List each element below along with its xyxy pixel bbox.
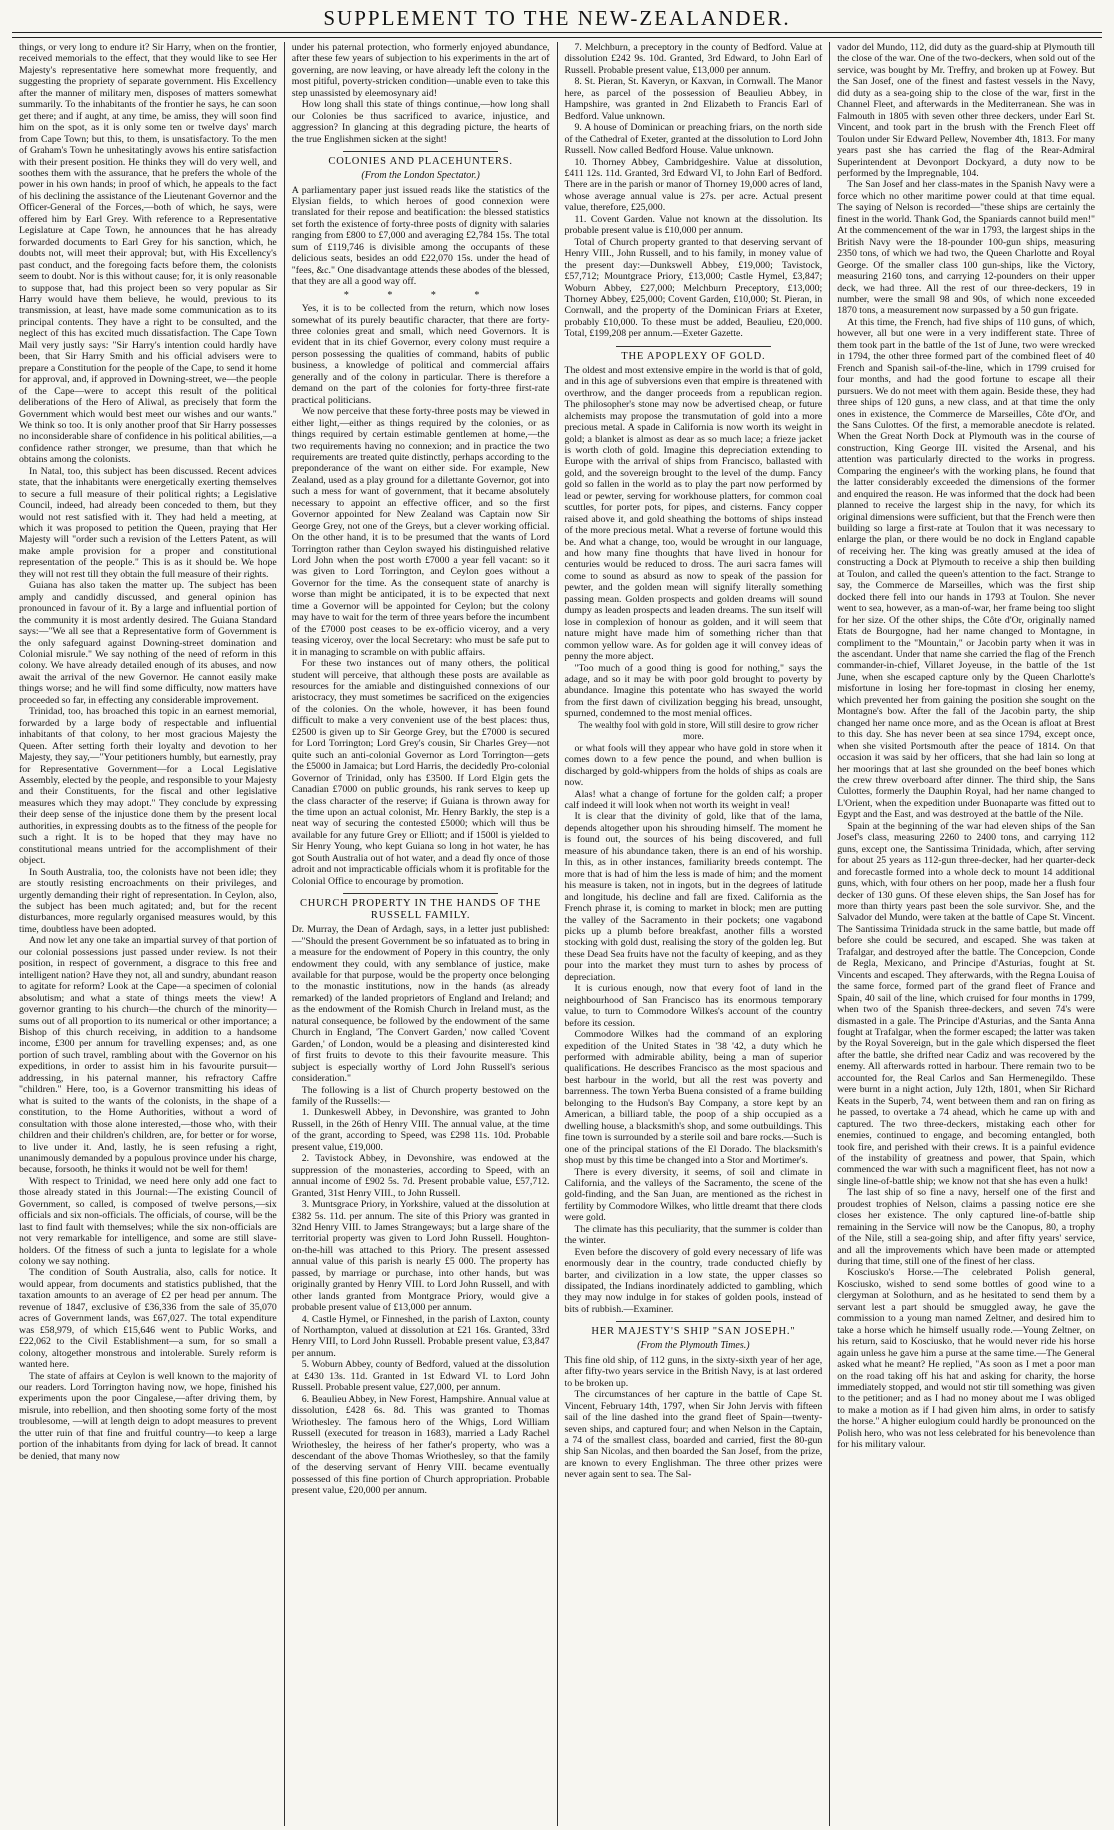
article-headline: HER MAJESTY'S SHIP "SAN JOSEPH." (591, 1326, 796, 1338)
article-paragraph: At this time, the French, had five ships of 110 guns, of which, however, all but one were in a very indifferent state. Three of them took part in the battle of the 1st of June, two were wrecked in 1794, the other three formed part of the combined fleet of 40 French and Spanish sail-of-the-line, which in 1799 cruised for four months, and had the good fortune to escape all their pursuers. We do not meet with them again. Beside these, they had three ships of 120 guns, a new class, and at that time the only ones in existence, the Commerce de Marseilles, Côte d'Or, and the Sans Culottes. Of the first, a memorable anecdote is related. When the Great North Dock at Plymouth was in the course of construction, King George III. visited the Arsenal, and his attention was particularly directed to the works in progress. Comparing the engineer's with the working plans, he found that the latter considerably exceeded the dimensions of the former and enquired the reason. He was informed that the dock had been planned to receive the largest ship in the navy, for which its original dimensions were sufficient, but that the French were then building so large a first-rate at Toulon that it was necessary to enlarge the plan, or there would be no dock in England capable of receiving her. The king was greatly amused at the idea of constructing a Dock at Plymouth to receive a ship then building at Toulon, and called the queen's attention to the fact. Strange to say, the Commerce de Marseilles, which was the first ship docked there fell into our hands in 1793 at Toulon. She never went to sea, however, as a man-of-war, her frame being too slight for her size. Of the other ships, the Côte d'Or, originally named Etats de Bourgogne, had her name changed to Montagne, in compliment to the "Mountain," or Jacobin party when it was in the ascendant. Under that name she carried the flag of the French commander-in-chief, Villaret Joyeuse, in the battle of the 1st June, when she escaped capture only by the Queen Charlotte's misfortune in losing her fore-topmast in closing her enemy, which prevented her from gaining the position she sought on the Montagne's bow. After the fall of the Jacobin party, the ship changed her name once more, and as the Ocean is afloat at Brest to this day. She has never been at sea since 1794, except once, when she visited Portsmouth after the peace of 1814. On that occasion it was said by her officers, that she had lain so long at her moorings that at last she grounded on the beef bones which the crew threw overboard after dinner. The third ship, the Sans Culottes, formerly the Dauphin Royal, had her name changed to L'Orient, when the expedition under Buonaparte was fitted out to Egypt and the East, and was destroyed at the battle of the Nile. (837, 316, 1095, 821)
article-paragraph: The condition of South Australia, also, calls for notice. It would appear, from documents and statistics published, that the taxation amounts to an average of £2 per head per annum. The revenue of 1847, exclusive of £36,336 from the sale of 35,070 acres of Government lands, was £67,027. The total expenditure was £58,979, of which £15,646 went to Public Works, and £22,062 to the Civil Establishment—a sum, for so small a colony, altogether monstrous and intolerable. Surely reform is wanted here. (19, 1267, 277, 1371)
article-paragraph: And now let any one take an impartial survey of that portion of our colonial possessions just passed under review. Is not their position, in respect of government, a disgrace to this free and intelligent nation? Have they not, all and sundry, abundant reason to agitate for reform? Look at the Cape—a specimen of colonial absolutism; and what a state of things meets the view! A governor granting to his church—the church of the minority—sums out of all proportion to its numerical or other importance; a Bishop of this church receiving, in addition to a handsome income, £300 per annum for travelling expenses; and, as one portion of such travel, rambling about with the Governor on his expeditions, in order to assist him in his favourite pursuit—addressing, in his paternal manner, his refractory Caffre "children." Here, too, is a Governor transmitting his ideas of what is suited to the wants of the colonists, in the shape of a constitution, to the Home Authorities, without a word of consultation with those alone interested,—those who, with their children and their children's children, are, for better or for worse, to live under it. And, lastly, he is seen refusing a right, unanimously demanded by a populous province under his charge, because, forsooth, he thinks it would not be well for them! (19, 935, 277, 1176)
article-paragraph: Kosciusko's Horse.—The celebrated Polish general, Kosciusko, wished to send some bottles of good wine to a clergyman at Solothurn, and as he hesitated to send them by a servant lest a part should be smuggled away, he gave the commission to a young man named Zeltner, and desired him to take a horse which he himself usually rode.—Young Zeltner, on his return, said to Kosciusko, that he would never ride his horse again unless he gave him a purse at the same time.—The General asked what he meant? He replied, "As soon as I met a poor man on the road taking off his hat and asking for charity, the horse immediately stopped, and would not stir till something was given to the petitioner; and as I had no money about me I was obliged to make a motion as if I had given him alms, in order to satisfy the horse." A higher eulogium could hardly be pronounced on the Polish hero, who was not less celebrated for his benevolence than for his military valour. (837, 1267, 1095, 1451)
list-item: 4. Castle Hymel, or Finneshed, in the parish of Laxton, county of Northampton, valued at dissolution at £21 16s. Granted, 33rd Henry VIII, to Lord John Russell. Probable present value, £3,847 per annum. (291, 1313, 550, 1359)
article-paragraph: under his paternal protection, who formerly enjoyed abundance, after these few years of subjection to his experiments in the art of governing, are now leaving, or have already left the colony in the most pitiful, poverty-stricken condition—unable even to take this step unassisted by eleemosynary aid! (291, 42, 550, 99)
article-paragraph: vador del Mundo, 112, did duty as the guard-ship at Plymouth till the close of the war. One of the two-deckers, when sold out of the service, was bought by Mr. Treffry, and broken up at Fowey. But the San Josef, one of the finest and fastest vessels in the Navy, did duty as a sea-going ship to the close of the war, first in the Channel Fleet, and afterwards in the Mediterranean. She was in Falmouth in 1805 with seven other three deckers, under Earl St. Vincent, and took part in the brush with the French Fleet off Toulon under Sir Edward Pellew, November 4th, 1813. For many years past she has carried the flag of the Rear-Admiral Superintendent at Devonport Dockyard, a duty now to be performed by the Impregnable, 104. (837, 42, 1095, 179)
article-paragraph: things, or very long to endure it? Sir Harry, when on the frontier, received memorials to the effect, that they would like to see Her Majesty's representative here somewhat more frequently, and suggesting the propriety of separate government. His Excellency after the manner of military men, disposes of matters somewhat summarily. To the inhabitants of the frontier he says, he can soon get there; and if aught, at any time, be amiss, they will soon find him on the spot, as it is only some ten or twelve days' march from Cape Town; but this, to them, is unsatisfactory. To the men of Graham's Town he unhesitatingly avows his entire satisfaction with their present position. He thinks they will do very well, and soothes them with the assurance, that he prefers the whole of the power in his own hands; in proof of which, he appeals to the fact of his declining the assistance of the Lieutenant Governor and the Officer-General of the Forces,—both of which, he says, were offered him by Earl Grey. With reference to a Representative Legislature at Cape Town, he announces that he has already forwarded documents to Earl Grey for his sanction, which, he doubts not, will meet their approval; but, with His Excellency's past conduct, and the foregoing facts before them, the colonists seem to doubt. Nor is this without cause; for, it is only reasonable to suppose that, had this project been so very popular as Sir Harry would have them believe, he would, previous to its transmission, at least, have made some communication as to its principal contents. They have a right to be consulted, and the neglect of this has excited much dissatisfaction. The Cape Town Mail very justly says: "Sir Harry's intention could hardly have been, that Sir Harry Smith and his official advisers were to prepare a Constitution for the people of the Cape, to send it home for approval, and, if approved in Downing-street, we—the people of the Cape—were to accept this result of the political deliberations of the Hero of Aliwal, as precisely that form the Government which would best meet our wishes and our wants." We think so too. It is only another proof that Sir Harry possesses no inconsiderable share of confidence in his political abilities,—a confidence rather stronger, we presume, than that which he obtains among the colonists. (19, 42, 277, 466)
section-divider (343, 893, 498, 894)
section-divider (616, 1321, 771, 1322)
article-paragraph: With respect to Trinidad, we need here only add one fact to those already stated in this Journal:—The existing Council of Government, so called, is composed of twelve persons,—six officials and six non-officials. The officials, of course, will be the last to find fault with themselves; while the six non-officials are not very remarkable for intelligence, and some are still slave-holders. Of the fitness of such a junta to legislate for a whole colony we say nothing. (19, 1175, 277, 1268)
list-item: 9. A house of Dominican or preaching friars, on the north side of the Cathedral of Exeter, granted at the dissolution to Lord John Russell. Now called Bedford House. Value unknown. (564, 122, 823, 157)
list-item: 1. Dunkeswell Abbey, in Devonshire, was granted to John Russell, in the 26th of Henry VIII. The annual value, at the time of the grant, according to Speed, was £298 11s. 10d. Probable present value, £19,000. (291, 1107, 550, 1153)
article-source: (From the London Spectator.) (361, 170, 480, 182)
article-paragraph: Guiana has also taken the matter up. The subject has been amply and candidly discussed, and general opinion has pronounced in favour of it. By a large and influential portion of the community it is most ardently desired. The Guiana Standard says:—"We all see that a Representative form of Government is the only safeguard against Downing-street domination and Colonial misrule." We say nothing of the need of reform in this colony. We have already detailed enough of its abuses, and now await the arrival of the new Governor. He cannot easily make things worse; and he will find some difficulty, now matters have proceeded so far, in effecting any considerable improvement. (19, 580, 277, 706)
article-paragraph: "Too much of a good thing is good for nothing," says the adage, and so it may be with poor gold brought to poverty by abundance. Imagine this potentate who has swayed the world from the first dawn of civilization begging his bread, unsought, spurned, condemned to the most menial offices. (564, 662, 823, 720)
article-paragraph: The circumstances of her capture in the battle of Cape St. Vincent, February 14th, 1797, when Sir John Jervis with fifteen sail of the line dashed into the grand fleet of Spain—twenty-seven ships, and captured four; and when Nelson in the Captain, a 74 of the smallest class, boarded and carried, first the 80-gun ship San Nicolas, and then boarded the San Josef, from the prize, are known to every Englishman. The three other prizes were never again sent to sea. The Sal- (564, 1389, 823, 1481)
article-paragraph: For these two instances out of many others, the political student will perceive, that although these posts are available as resources for the amiable and distinguished connexions of our aristocracy, they must sometimes be sacrificed on the exigencies of the colonies. On the whole, however, it has been found difficult to make a very convenient use of the best places: thus, £2500 is given up to Sir George Grey, but the £7000 is secured for Lord Torrington; Lord Grey's cousin, Sir Charles Grey—not quite such an anti-colonial Governor as Lord Torrington—gets the £5000 in Jamaica; but Lord Harris, the decidedly Pro-colonial Governor of Trinidad, only has £3500. If Lord Elgin gets the Canadian £7000 on public grounds, his rank serves to keep up the class character of the reserve; if Guiana is thrown away for the time upon an actual colonist, Mr. Henry Barkly, the step is a neat way of securing the contested £5000; which will thus be available for any future Grey or Elliott; and if 1500l is yielded to Sir Henry Young, who kept Guiana so long in hot water, he has got South Australia out of hot water, and a dead fly once of those adroit and not impracticable officials whom it is profitable for the Colonial Office to encourage by promotion. (291, 658, 550, 887)
article-paragraph: There is every diversity, it seems, of soil and climate in California, and the valleys of the Sacramento, the scene of the gold-finding, and the San Juan, are mentioned as the richest in fertility by Commodore Wilkes, who little dreamt that there clods were gold. (564, 1166, 823, 1224)
list-item: 8. St. Pieran, St. Kaveryn, or Kaxvan, in Cornwall. The Manor here, as parcel of the possession of Beaulieu Abbey, in Hampshire, was granted in 2nd Elizabeth to Francis Earl of Bedford. Value unknown. (564, 76, 823, 122)
article-paragraph: It is curious enough, now that every foot of land in the neighbourhood of San Francisco has its enormous temporary value, to turn to Commodore Wilkes's account of the country before its cession. (564, 983, 823, 1029)
article-paragraph: Trinidad, too, has broached this topic in an earnest memorial, forwarded by a large body of respectable and influential inhabitants of that colony, to her most gracious Majesty the Queen. After setting forth their loyalty and devotion to her Majesty, they say,—"Your petitioners humbly, but earnestly, pray for Representative Government—for a Local Legislative Assembly, elected by the people, and responsible to your Majesty and their Constituents, for the fiscal and other legislative measures which they may adopt." They conclude by expressing their deep sense of the injustice done them by the present local authorities, in expressing doubts as to the fitness of the people for such a right. It is to be hoped that they may have no constitutional means untried for the accomplishment of their object. (19, 706, 277, 867)
column-1 (12, 42, 285, 1826)
list-item: 6. Beaulieu Abbey, in New Forest, Hampshire. Annual value at dissolution, £428 6s. 8d. This was granted to Thomas Wriothesley. The famous hero of the Whigs, Lord William Russell (executed for treason in 1683), married a Lady Rachel Wriothesley, the heiress of her father's property, who was a descendant of the above Thomas Wriothesley, so that the family of the deserving servant of Henry VIII. became eventually possessed of this fine portion of Church appropriation. Probable present value, £20,000 per annum. (291, 1393, 550, 1497)
article-paragraph: In South Australia, too, the colonists have not been idle; they are stoutly resisting encroachments on their privileges, and urgently demanding their right of representation. In Ceylon, also, the subject has been much agitated; and, but for the recent disturbances, more regularly organised measures would, by this time, doubtless have been adopted. (19, 866, 277, 935)
article-paragraph: A parliamentary paper just issued reads like the statistics of the Elysian fields, to which heroes of good connexion were translated for their repose and beatification: the blessed statistics set forth the existence of forty-three posts of dignity with salaries ranging from £800 to £7,000 and averaging £2,784 15s. The total sum of £119,746 is divisible among the occupants of these delicious seats, besides an odd £22,070 15s. under the head of "fees, &c." One disadvantage attends these abodes of the blessed, that they are all a good way off. (291, 184, 550, 288)
list-item: 10. Thorney Abbey, Cambridgeshire. Value at dissolution, £411 12s. 11d. Granted, 3rd Edward VI, to John Earl of Bedford. There are in the parish or manor of Thorney 19,000 acres of land, whose average annual value is 27s. per acre. Actual present value, therefore, £25,000. (564, 156, 823, 214)
list-item: 3. Muntsgrace Priory, in Yorkshire, valued at the dissolution at £382 5s. 11d. per annum. The site of this Priory was granted in 32nd Henry VIII. to James Strangeways; but a large share of the territorial property was given to Lord John Russell. Houghton-on-the-hill was attached to this Priory. The present assessed annual value of this parish is nearly £5 000. The property has passed, by marriage or purchase, into other hands, but was originally granted by Henry VIII. to Lord John Russell, and with other lands granted from Montgrace Priory, would give a probable present value of £13,000 per annum. (291, 1199, 550, 1314)
list-item: 5. Woburn Abbey, county of Bedford, valued at the dissolution at £430 13s. 11d. Granted in 1st Edward VI. to Lord John Russell. Probable present value, £27,000, per annum. (291, 1359, 550, 1394)
article-source: (From the Plymouth Times.) (637, 1340, 750, 1352)
article-paragraph: The San Josef and her class-mates in the Spanish Navy were a force which no other maritime power could at that time equal. The saying of Nelson is recorded—"these ships are certainly the finest in the world. Thank God, the Spaniards cannot build men!" At the commencement of the war in 1793, the largest ships in the British Navy were the 18-pounder 100-gun ships, measuring 2350 tons, of which we had two, the Queen Charlotte and Royal George. Of the smaller class 100 gun-ships, like the Victory, measuring 2160 tons, and carrying 12-pounders on their upper deck, we had three. All the rest of our three-deckers, 19 in number, were the small 98 and 90s, of which none exceeded 1870 tons, a measurement now surpassed by a 50 gun frigate. (837, 179, 1095, 317)
article-paragraph: Total of Church property granted to that deserving servant of Henry VIII., John Russell, and to his family, in money value of the present day:—Dunkswell Abbey, £19,000; Tavistock, £57,712; Mountgrace Priory, £13,000; Castle Hymel, £3,847; Woburn Abbey, £27,000; Melchburn Preceptory, £13,000; Thorney Abbey, £25,000; Covent Garden, £10,000; St. Pieran, in Cornwall, and the property of the Dominican Friars at Exeter, probably £10,000. To these must be added, Beaulieu, £20,000. Total, £199,208 per annum.—Exeter Gazette. (564, 236, 823, 340)
list-item: 11. Covent Garden. Value not known at the dissolution. Its probable present value is £10,000 per annum. (564, 213, 823, 237)
article-paragraph: Spain at the beginning of the war had eleven ships of the San Josef's class, measuring 2260 to 2400 tons, and carrying 112 guns, except one, the Santissima Trinidada, which, after serving for about 25 years as 112-gun three-decker, had her quarter-deck and forecastle formed into a whole deck to mount 14 additional guns, which, with four others on her poop, made her a flush four decker of 130 guns. Of these eleven ships, the San Josef has for more than thirty years past been the sole survivor. She, and the Salvador del Mundo, were taken at the battle of Cape St. Vincent. The Santissima Trinidada struck in the same battle, but made off before she could be secured, and escaped. She was taken at Trafalgar, and destroyed after the battle. The Concepcion, Conde de Regla, Mexicano, and Principe d'Asturias, fought at St. Vincents and escaped. They afterwards, with the Regna Louisa of the same force, formed part of the grand fleet of France and Spain, 40 sail of the line, which cruised for four months in 1799, when two of the Spanish three-deckers, and seven 74's were dismasted in a gale. The Principe d'Asturias, and the Santa Anna fought at Trafalgar, when the former escaped; the latter was taken by the Royal Sovereign, but in the gale which dispersed the fleet after the battle, she drifted near Cadiz and was recovered by the enemy. All afterwards rotted in harbour. There remain two to be accounted for, the Real Carlos and San Hermenegildo. These were burnt in a night action, July 12th, 1801, when Sir Richard Keats in the Superb, 74, went between them and ran on firing as he passed, to overtake a 74 ahead, which he came up with and captured. The two three-deckers, mistaking each other for enemies, continued to engage, and becoming entangled, both took fire, and perished with their crews. It is a painful evidence of the instability of greatness and power, that Spain, which commenced the war with such a magnificent fleet, has not now a single line-of-battle ship; we know not that she has even a hulk! (837, 820, 1095, 1187)
article-paragraph: The state of affairs at Ceylon is well known to the majority of our readers. Lord Torrington having now, we hope, finished his experiments upon the poor Cingalese,—after driving them, by misrule, into rebellion, and then shooting some forty of the most troublesome, —will at length deign to adopt measures to prevent the utter ruin of that fine and fruitful country—to keep a large portion of the inhabitants from dying for lack of bread. It cannot be denied, that many now (19, 1370, 277, 1462)
article-headline: THE APOPLEXY OF GOLD. (621, 350, 766, 362)
article-headline: COLONIES AND PLACEHUNTERS. (328, 156, 513, 168)
article-headline: CHURCH PROPERTY IN THE HANDS OF THE RUSSELL FAMILY. (299, 898, 542, 922)
article-paragraph: The climate has this peculiarity, that the summer is colder than the winter. (564, 1223, 823, 1247)
article-paragraph: It is clear that the divinity of gold, like that of the lama, depends altogether upon his shrouding himself. The moment he is found out, the sources of his being discovered, and full measure of his abundance taken, there is an end of his worship. In this, as in other instances, familiarity breeds contempt. The more that is had of him the less is made of him; and the moment his measure is taken, not in ingots, but in the degrees of latitude and longitude, his decline and fall are fixed. California as the French phrase it, is coming to market in block; men are putting the valley of the Sacramento in their pockets; one vagabond picks up a plumb before breakfast, another fills a worsted stocking with gold dust, realising the story of the golden leg. But these Dead Sea fruits have not the faculty of keeping, and as they pour into the market they must turn to ashes by process of depreciation. (564, 811, 823, 983)
article-paragraph: The following is a list of Church property bestowed on the family of the Russells:— (291, 1084, 550, 1107)
article-paragraph: In Natal, too, this subject has been discussed. Recent advices state, that the inhabitants were energetically exerting themselves to secure a full measure of their political rights; a Legislative Council, indeed, had already been conceded to them, but they would not rest satisfied with it. They had held a meeting, at which it was proposed to petition the Queen, praying that Her Majesty will "order such a revision of the Letters Patent, as will make ample provision for a proper and constitutional representation of the people." This is as it should be. We hope they will not rest till they obtain the full measure of their rights. (19, 465, 277, 580)
section-divider (343, 151, 498, 152)
masthead-rule (12, 32, 1102, 38)
article-paragraph: Commodore Wilkes had the command of an exploring expedition of the United States in '38 '42, a duty which he performed with admirable ability, being a man of superior qualifications. He describes Francisco as the most spacious and best harbour in the world, but all the rest was poverty and barrenness. The town Yerba Buena consisted of a frame building belonging to the Hudson's Bay Company, a store kept by an American, a billiard table, the poop of a ship occupied as a dwelling house, a blacksmith's shop, and some outbuildings. This fine town is surrounded by a sterile soil and bare rocks.—Such is one of the principal stations of the El Dorado. The blacksmith's shop must by this time be changed into a Stor and Mortimer's. (564, 1029, 823, 1167)
article-paragraph: Yes, it is to be collected from the return, which now loses somewhat of its purely beautific character, that there are forty-three colonies great and small, which need Governors. It is evident that in its chief Governor, every colony must require a person possessing the qualities of command, habits of public business, a knowledge of political and commercial affairs generally and of the colony in particular. There is therefore a demand on the part of the colonies for forty-three first-rate practical politicians. (291, 303, 550, 406)
section-divider (616, 346, 771, 347)
section-stars: * * * * (343, 289, 498, 301)
article-paragraph: The oldest and most extensive empire in the world is that of gold, and in this age of subversions even that empire is threatened with overthrow, and the danger proceeds from a republican region. The philosopher's stone may now be advertised cheap, or future alchemists may propose the transmutation of gold into a more precious metal. A spade in California is now worth its weight in gold; a blanket is almost as dear as so much lace; a frieze jacket is worth cloth of gold. Imagine this depreciation extending to Europe with the arrival of ships from Francisco, ballasted with gold, and the sovereign brought to the level of the dump. Fancy gold so fallen in the world as to play the part now performed by lead or pewter, serving for workhouse platters, for common coal scuttles, for porter pots, for pipes, and cisterns. Fancy copper raised above it, and gold sheathing the bottoms of ships instead of the more precious metal. What a reverse of fortune would this be. And what a change, too, would be wrought in our language, and how many fine thoughts that have lived in honour for centuries would be reduced to dross. The auri sacra fames will come to sound as absurd as now to speak of the passion for pewter, and the golden mean will signify literally something passing mean. Golden prospects and golden dreams will sound dumpy as leaden prospects and leaden dreams. The sun itself will lose in complexion of honour as golden, and it will seem that nature might have made him of something richer than that common yellow ware. As for golden age it will convey ideas of penny the more abject. (564, 364, 823, 663)
column-2 (285, 42, 558, 1826)
article-paragraph: Dr. Murray, the Dean of Ardagh, says, in a letter just published:—"Should the present Government be so infatuated as to bring in a measure for the endowment of Popery in this country, the only endowment they could, with any semblance of justice, make available for that purpose, would be the property once belonging to the monastic institutions, now in the hands (as already remarked) of the landed proprietors of England and Ireland; and as the endowment of the Romish Church in Ireland must, as the natural consequence, be followed by the endowment of the same Church in England, 'The Convert Garden,' now called 'Covent Garden,' of London, would be a pleasing and disinterested kind of first fruits to devote to this their favourite measure. This subject is especially worthy of Lord John Russell's serious consideration." (291, 924, 550, 1085)
column-4 (830, 42, 1102, 1826)
list-item: 2. Tavistock Abbey, in Devonshire, was endowed at the suppression of the monasteries, according to Speed, with an annual income of £902 5s. 7d. Present probable value, £57,712. Granted, 31st Henry VIII., to John Russell. (291, 1153, 550, 1199)
article-paragraph: This fine old ship, of 112 guns, in the sixty-sixth year of her age, after fifty-two years service in the British Navy, is at last ordered to be broken up. (564, 1354, 823, 1389)
columns (12, 42, 1102, 1826)
article-paragraph: Even before the discovery of gold every necessary of life was enormously dear in the country, trade conducted chiefly by barter, and civilization in a low state, the upper classes so dissipated, the Indians inordinately addicted to gambling, which they may now indulge in for stakes of golden pools, instead of bits of rubbish.—Examiner. (564, 1246, 823, 1315)
column-3 (558, 42, 831, 1826)
article-paragraph: We now perceive that these forty-three posts may be viewed in either light,—either as things required by the colonies, or as things required by certain estimable gentlemen at home,—the two requirements having no connexion; and in practice the two requirements are treated quite distinctly, perhaps according to the preponderance of the want on either side. For example, New Zealand, used as a play ground for a dilettante Governor, got into such a mess for want of government, that it became absolutely necessary to appoint an effective officer, and so the first Governor appointed for New Zealand was Captain now Sir George Grey, not one of the Greys, but a clever working official. On the other hand, it is to be presumed that the wants of Lord Torrington rather than Ceylon swayed his distinguished relative Lord John when the post worth £7000 a year fell vacant: so it was given to Lord Torrington, and Ceylon goes without a Governor for the time. As the consequent state of anarchy is worse than might be anticipated, it is to be expected that next time a Governor will be appointed for Ceylon; but the colony may have to wait for the term of three years before the incumbent of the £7000 post ceases to be ex-officio viceroy, and a very teasing viceroy, over the local Secretary: who must be safe put to it in managing to scramble on with public affairs. (291, 406, 550, 658)
verse-quote: The wealthy fool with gold in store, Will still desire to grow richer more. (578, 719, 819, 742)
article-paragraph: How long shall this state of things continue,—how long shall our Colonies be thus sacrificed to avarice, injustice, and aggression? In glancing at this degrading picture, the hearts of the true Englishmen sicken at the sight! (291, 99, 550, 145)
masthead: SUPPLEMENT TO THE NEW-ZEALANDER. (323, 6, 791, 30)
article-paragraph: or what fools will they appear who have gold in store when it comes down to a few pence the pound, and when bullion is discharged by gold-whippers from the holds of ships as coals are now. (564, 742, 823, 789)
article-paragraph: The last ship of so fine a navy, herself one of the first and proudest trophies of Nelson, claims a passing notice ere she closes her existence. The only captured line-of-battle ship remaining in the Service will now be the Canopus, 80, a trophy of the Nile, still a sea-going ship, and after fifty years' service, and all the improvements which have been made or attempted during that time, still one of the finest of her class. (837, 1187, 1095, 1268)
article-paragraph: Alas! what a change of fortune for the golden calf; a proper calf indeed it will look when not worth its weight in veal! (564, 788, 823, 811)
list-item: 7. Melchburn, a preceptory in the county of Bedford. Value at dissolution £242 9s. 10d. Granted, 3rd Edward, to John Earl of Russell. Probable present value, £13,000 per annum. (564, 42, 823, 76)
